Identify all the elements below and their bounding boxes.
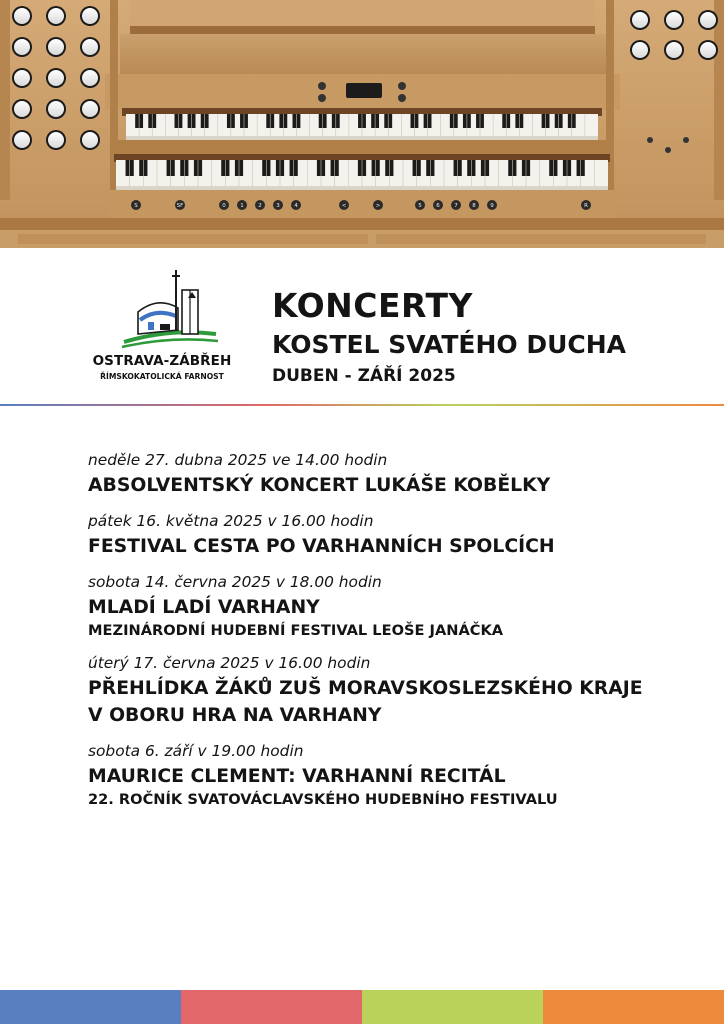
season-dates: DUBEN - ZÁŘÍ 2025 xyxy=(272,366,456,386)
stop-knob xyxy=(48,39,64,55)
stop-knob xyxy=(14,39,30,55)
event-date: sobota 14. června 2025 v 18.00 hodin xyxy=(88,573,382,591)
stop-knob xyxy=(14,101,30,117)
stripe-blue xyxy=(0,990,181,1024)
piston-label: 9 xyxy=(490,203,494,210)
stop-knob xyxy=(14,132,30,148)
stop-knob xyxy=(82,39,98,55)
piston-label: < xyxy=(341,203,347,210)
event-title-line-2: V OBORU HRA NA VARHANY xyxy=(88,705,382,726)
stop-knob xyxy=(48,70,64,86)
event-title: MAURICE CLEMENT: VARHANNÍ RECITÁL xyxy=(88,766,506,787)
logo-parish-subtitle: ŘÍMSKOKATOLICKÁ FARNOST xyxy=(100,372,224,381)
parish-logo xyxy=(84,268,240,386)
event-item xyxy=(88,739,708,810)
piston-label: 8 xyxy=(472,203,476,210)
piston-label: S xyxy=(134,203,138,210)
event-item xyxy=(88,651,708,729)
event-date: úterý 17. června 2025 v 16.00 hodin xyxy=(88,654,371,672)
event-date: neděle 27. dubna 2025 ve 14.00 hodin xyxy=(88,451,388,469)
stop-knob xyxy=(666,42,682,58)
stop-knob xyxy=(700,42,716,58)
stop-knob xyxy=(48,132,64,148)
piston-label: 4 xyxy=(294,203,298,210)
stripe-red xyxy=(181,990,362,1024)
stop-knob xyxy=(14,8,30,24)
stop-knob xyxy=(666,12,682,28)
event-item xyxy=(88,448,708,499)
logo-parish-name: OSTRAVA-ZÁBŘEH xyxy=(92,353,232,369)
color-stripe-footer xyxy=(0,990,724,1024)
stop-knob xyxy=(82,70,98,86)
stop-knob xyxy=(632,42,648,58)
event-title: MLADÍ LADÍ VARHANY xyxy=(88,597,320,618)
piston-label: 5 xyxy=(418,203,422,210)
header-divider xyxy=(0,404,724,406)
piston-label: R xyxy=(584,203,588,210)
stripe-orange xyxy=(543,990,724,1024)
stop-knob xyxy=(82,101,98,117)
event-item xyxy=(88,509,708,560)
event-title: PŘEHLÍDKA ŽÁKŮ ZUŠ MORAVSKOSLEZSKÉHO KRAJE xyxy=(88,678,643,699)
piston-label: 1 xyxy=(240,203,244,210)
stop-knob xyxy=(82,8,98,24)
piston-label: 0 xyxy=(222,203,226,210)
stop-knob xyxy=(700,12,716,28)
piston-label: 6 xyxy=(436,203,440,210)
stop-knob xyxy=(14,70,30,86)
event-list xyxy=(88,448,708,820)
piston-label: 2 xyxy=(258,203,262,210)
piston-label: 3 xyxy=(276,203,280,210)
piston-label: SF xyxy=(176,203,184,210)
event-date: pátek 16. května 2025 v 16.00 hodin xyxy=(88,512,374,530)
event-subtitle: MEZINÁRODNÍ HUDEBNÍ FESTIVAL LEOŠE JANÁČKA xyxy=(88,622,504,639)
page-title: KONCERTY xyxy=(272,286,473,325)
church-icon xyxy=(120,268,220,350)
piston-label: 7 xyxy=(454,203,458,210)
event-item xyxy=(88,570,708,641)
organ-console-image xyxy=(0,0,724,248)
stop-knob xyxy=(48,8,64,24)
piston-label: > xyxy=(375,203,381,210)
event-date: sobota 6. září v 19.00 hodin xyxy=(88,742,304,760)
event-subtitle: 22. ROČNÍK SVATOVÁCLAVSKÉHO HUDEBNÍHO FESTIVALU xyxy=(88,791,558,808)
stop-knob xyxy=(632,12,648,28)
event-title: FESTIVAL CESTA PO VARHANNÍCH SPOLCÍCH xyxy=(88,536,555,557)
stop-knob xyxy=(48,101,64,117)
event-title: ABSOLVENTSKÝ KONCERT LUKÁŠE KOBĚLKY xyxy=(88,475,551,496)
stop-knob xyxy=(82,132,98,148)
stripe-green xyxy=(362,990,543,1024)
venue-name: KOSTEL SVATÉHO DUCHA xyxy=(272,330,627,359)
